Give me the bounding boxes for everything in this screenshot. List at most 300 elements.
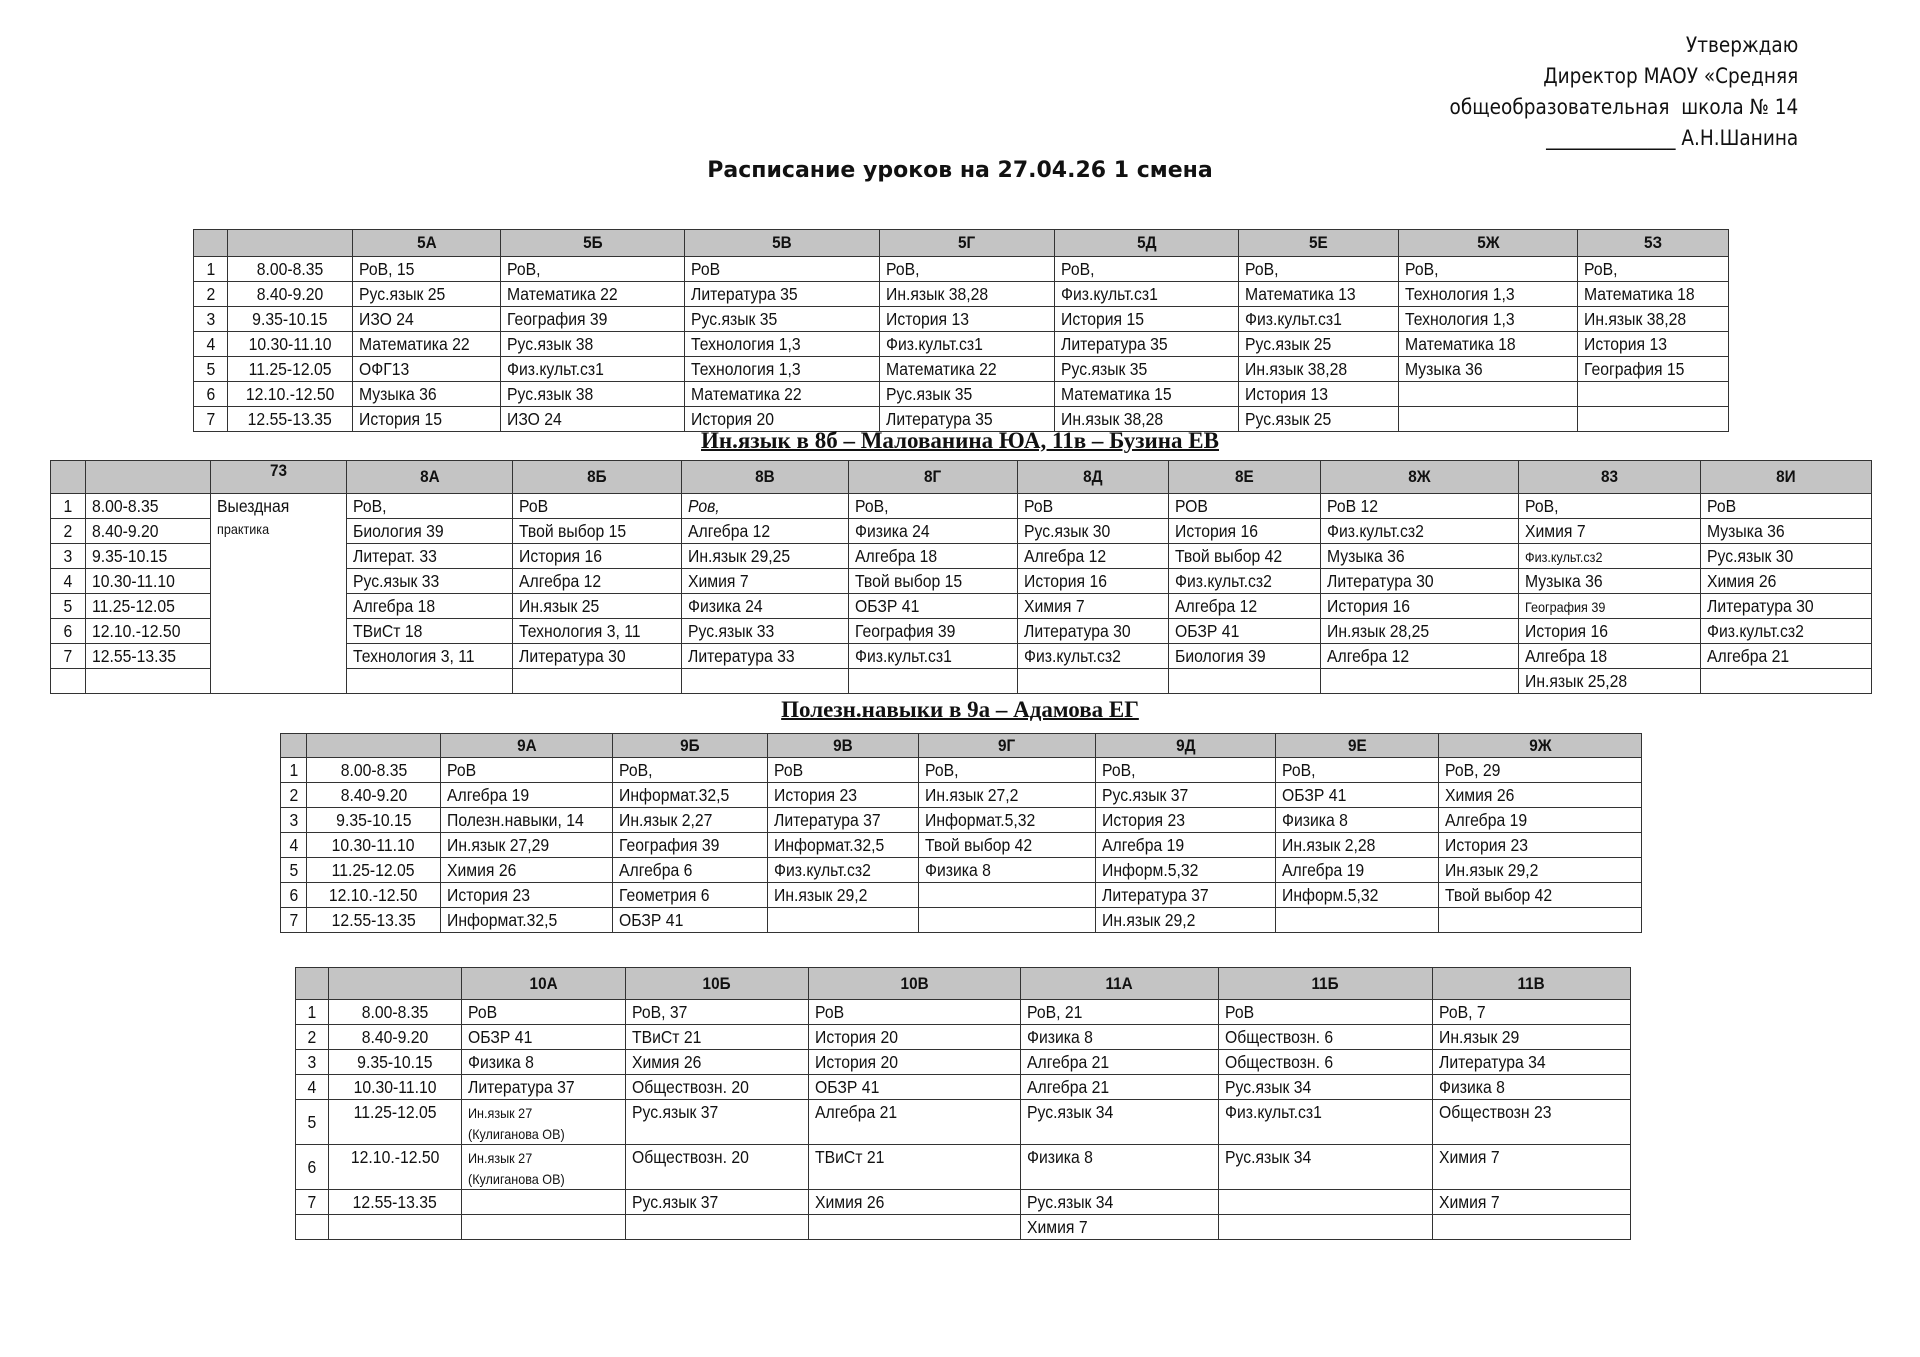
lesson-cell xyxy=(880,357,1055,382)
lesson-cell xyxy=(682,619,849,644)
class-header xyxy=(501,230,685,257)
lesson-cell xyxy=(919,883,1096,908)
lesson-subject: Рус.язык 34 xyxy=(1027,1102,1114,1122)
lesson-cell xyxy=(1399,307,1578,332)
class-header xyxy=(685,230,880,257)
lesson-cell xyxy=(1239,357,1399,382)
table-row xyxy=(281,808,1642,833)
class-header xyxy=(1055,230,1239,257)
lesson-subject: Рус.язык 35 xyxy=(1061,358,1148,379)
lesson-cell xyxy=(1239,332,1399,357)
lesson-time-cell xyxy=(307,783,441,808)
lesson-subject: ТВиСт 21 xyxy=(815,1147,885,1167)
table-row xyxy=(296,1215,1631,1240)
lesson-cell xyxy=(1321,619,1519,644)
lesson-cell xyxy=(1519,544,1701,569)
lesson-cell xyxy=(441,833,613,858)
lesson-cell xyxy=(1018,569,1169,594)
lesson-subject: Технология 1,3 xyxy=(691,358,801,379)
header-row xyxy=(51,461,1872,494)
lesson-cell xyxy=(682,569,849,594)
lesson-cell xyxy=(849,519,1018,544)
lesson-subject: Ин.язык 29,2 xyxy=(1102,909,1196,930)
lesson-number: 5 xyxy=(289,859,298,880)
lesson-subject: ОБЗР 41 xyxy=(815,1076,880,1097)
lesson-subject: Рус.язык 37 xyxy=(632,1102,719,1122)
lesson-cell xyxy=(1433,1050,1631,1075)
lesson-subject: Химия 26 xyxy=(815,1191,885,1212)
lesson-cell xyxy=(1169,569,1321,594)
class-name: 9А xyxy=(516,735,537,755)
lesson-cell xyxy=(768,758,919,783)
lesson-subject: История 15 xyxy=(359,408,442,429)
lesson-time-cell xyxy=(228,382,353,407)
lesson-subject: Рус.язык 35 xyxy=(691,308,778,329)
lesson-subject: Рус.язык 35 xyxy=(886,383,973,404)
lesson-number: 4 xyxy=(307,1076,317,1097)
table-row xyxy=(281,908,1642,933)
lesson-cell xyxy=(768,808,919,833)
lesson-time-cell xyxy=(86,594,211,619)
lesson-cell xyxy=(1018,544,1169,569)
lesson-cell xyxy=(613,883,768,908)
lesson-cell xyxy=(353,307,501,332)
lesson-subject: География 39 xyxy=(1525,598,1606,615)
lesson-subject: Литература 30 xyxy=(1707,595,1814,616)
lesson-cell xyxy=(441,758,613,783)
lesson-number-cell xyxy=(194,307,228,332)
lesson-subject: Физика 8 xyxy=(925,859,991,880)
lesson-subject: Обществозн. 6 xyxy=(1225,1051,1334,1072)
lesson-cell xyxy=(809,1215,1021,1240)
lesson-subject: Математика 13 xyxy=(1245,283,1356,304)
lesson-subject: Алгебра 21 xyxy=(815,1102,898,1122)
lesson-cell xyxy=(1055,357,1239,382)
table-row xyxy=(296,1190,1631,1215)
class-header xyxy=(849,461,1018,494)
lesson-cell xyxy=(1276,783,1439,808)
lesson-cell xyxy=(462,1075,626,1100)
lesson-cell xyxy=(1701,519,1872,544)
lesson-cell xyxy=(1519,669,1701,694)
lesson-number: 3 xyxy=(307,1051,317,1072)
lesson-subject: История 13 xyxy=(1245,383,1328,404)
lesson-time-cell xyxy=(307,808,441,833)
lesson-subject: РоВ xyxy=(815,1001,845,1022)
lesson-time-cell xyxy=(86,494,211,519)
lesson-cell xyxy=(626,1000,809,1025)
class73-note-cell xyxy=(211,494,347,694)
lesson-subject: РоВ, xyxy=(1405,258,1439,279)
lesson-subject: История 20 xyxy=(691,408,774,429)
lesson-cell xyxy=(347,494,513,519)
lesson-cell xyxy=(1519,519,1701,544)
lesson-time-cell xyxy=(86,644,211,669)
lesson-subject: Ин.язык 29,25 xyxy=(688,545,791,566)
lesson-time-cell xyxy=(307,833,441,858)
lesson-cell xyxy=(880,332,1055,357)
class-header xyxy=(347,461,513,494)
lesson-cell xyxy=(1219,1000,1433,1025)
lesson-subject: Технология 3, 11 xyxy=(353,645,475,666)
class-header xyxy=(513,461,682,494)
lesson-cell xyxy=(849,619,1018,644)
lesson-subject: Музыка 36 xyxy=(1707,520,1785,541)
lesson-cell xyxy=(1701,644,1872,669)
header-num-cell xyxy=(51,461,86,494)
class-name: 8Е xyxy=(1235,467,1254,486)
lesson-cell xyxy=(347,619,513,644)
lesson-cell xyxy=(1021,1000,1219,1025)
lesson-time: 12.10.-12.50 xyxy=(245,383,335,404)
lesson-cell xyxy=(1239,307,1399,332)
lesson-subject: РоВ xyxy=(691,258,721,279)
lesson-subject: ОБЗР 41 xyxy=(1282,784,1347,805)
class-name: 11В xyxy=(1517,973,1546,993)
lesson-subject: Полезн.навыки, 14 xyxy=(447,809,584,830)
lesson-subject: Физика 8 xyxy=(1439,1076,1505,1097)
lesson-subject: Физика 24 xyxy=(855,520,930,541)
lesson-cell xyxy=(513,544,682,569)
lesson-cell xyxy=(1018,644,1169,669)
lesson-subject: Алгебра 12 xyxy=(519,570,602,591)
caption-grade8-note: Ин.язык в 8б – Малованина ЮА, 11в – Бузина ЕВ xyxy=(701,428,1219,453)
lesson-number: 6 xyxy=(63,620,73,641)
lesson-time-cell xyxy=(329,1145,462,1190)
lesson-time-cell xyxy=(228,332,353,357)
class-header xyxy=(682,461,849,494)
lesson-subject: РОВ xyxy=(1175,495,1208,516)
lesson-time: 8.00-8.35 xyxy=(340,759,407,780)
lesson-cell xyxy=(1021,1075,1219,1100)
lesson-cell xyxy=(1439,783,1642,808)
lesson-cell xyxy=(501,282,685,307)
lesson-time-cell xyxy=(307,908,441,933)
class-name: 9Г xyxy=(998,735,1016,755)
lesson-subject: Физ.культ.сз1 xyxy=(1061,283,1158,304)
lesson-subject: Рус.язык 37 xyxy=(1102,784,1189,805)
lesson-subject: История 15 xyxy=(1061,308,1144,329)
lesson-subject: Алгебра 18 xyxy=(353,595,436,616)
lesson-number: 6 xyxy=(307,1156,317,1177)
lesson-number-cell xyxy=(281,858,307,883)
lesson-cell xyxy=(353,357,501,382)
lesson-subject: Ин.язык 29,2 xyxy=(774,884,868,905)
table-row xyxy=(194,357,1729,382)
lesson-time-cell xyxy=(329,1075,462,1100)
lesson-subject: Алгебра 12 xyxy=(688,520,771,541)
lesson-cell xyxy=(1018,669,1169,694)
caption-grade9-note: Полезн.навыки в 9а – Адамова ЕГ xyxy=(781,697,1139,722)
table-row xyxy=(194,257,1729,282)
lesson-subject: Музыка 36 xyxy=(1405,358,1483,379)
class-name: 5Д xyxy=(1136,233,1157,252)
lesson-cell xyxy=(1433,1145,1631,1190)
class-name: 10В xyxy=(900,973,929,993)
lesson-cell xyxy=(613,808,768,833)
lesson-subject: РоВ xyxy=(1707,495,1737,516)
class-header xyxy=(1321,461,1519,494)
lesson-cell xyxy=(1578,382,1729,407)
lesson-subject: Химия 26 xyxy=(1445,784,1515,805)
lesson-subject: География 39 xyxy=(507,308,608,329)
class-header xyxy=(1021,968,1219,1000)
lesson-cell xyxy=(1219,1075,1433,1100)
lesson-cell xyxy=(1276,858,1439,883)
lesson-subject: Твой выбор 42 xyxy=(925,834,1033,855)
lesson-cell xyxy=(613,908,768,933)
class-name: 11Б xyxy=(1311,973,1340,993)
lesson-cell xyxy=(919,758,1096,783)
lesson-time: 10.30-11.10 xyxy=(248,333,332,354)
lesson-subject: Физика 8 xyxy=(468,1051,534,1072)
lesson-subject: География 39 xyxy=(619,834,720,855)
lesson-number: 1 xyxy=(289,759,298,780)
lesson-number: 7 xyxy=(289,909,298,930)
lesson-cell xyxy=(1219,1145,1433,1190)
lesson-subject: Физ.культ.сз1 xyxy=(886,333,983,354)
lesson-number-cell xyxy=(296,1145,329,1190)
lesson-number: 2 xyxy=(289,784,298,805)
lesson-cell xyxy=(347,519,513,544)
lesson-cell xyxy=(768,858,919,883)
teacher-note: (Кулиганова ОВ) xyxy=(468,1171,565,1187)
lesson-subject: Твой выбор 15 xyxy=(519,520,627,541)
lesson-subject: Ин.язык 29,2 xyxy=(1445,859,1539,880)
lesson-cell xyxy=(1169,494,1321,519)
lesson-cell xyxy=(1021,1100,1219,1145)
lesson-subject: Алгебра 18 xyxy=(1525,645,1608,666)
lesson-time-cell xyxy=(329,1050,462,1075)
lesson-time: 8.40-9.20 xyxy=(340,784,407,805)
lesson-number-cell xyxy=(296,1190,329,1215)
lesson-time: 12.10.-12.50 xyxy=(92,620,181,641)
lesson-cell xyxy=(809,1145,1021,1190)
lesson-cell xyxy=(1701,494,1872,519)
lesson-time: 8.00-8.35 xyxy=(256,258,324,279)
lesson-cell xyxy=(513,519,682,544)
lesson-cell xyxy=(1096,758,1276,783)
lesson-cell xyxy=(1219,1050,1433,1075)
lesson-subject: Химия 7 xyxy=(1027,1216,1088,1237)
lesson-cell xyxy=(685,357,880,382)
table-row xyxy=(281,758,1642,783)
lesson-subject: РоВ, 29 xyxy=(1445,759,1501,780)
class-header xyxy=(1439,734,1642,758)
lesson-subject: Обществозн 23 xyxy=(1439,1102,1552,1122)
approval-line-signature: ______________ А.Н.Шанина xyxy=(1545,126,1798,150)
lesson-subject: Алгебра 19 xyxy=(1282,859,1365,880)
lesson-subject: Музыка 36 xyxy=(359,383,437,404)
lesson-cell xyxy=(626,1190,809,1215)
class-name: 5А xyxy=(416,233,437,252)
lesson-subject: Литература 35 xyxy=(1061,333,1168,354)
lesson-cell xyxy=(441,883,613,908)
lesson-subject: Физ.культ.сз1 xyxy=(507,358,604,379)
table-row xyxy=(296,1050,1631,1075)
lesson-subject: Информат.32,5 xyxy=(774,834,885,855)
schedule-table-grade10-11 xyxy=(295,967,1631,1240)
lesson-cell xyxy=(462,1000,626,1025)
schedule-table-grade9 xyxy=(280,733,1642,933)
lesson-cell xyxy=(626,1025,809,1050)
lesson-subject: ОБЗР 41 xyxy=(855,595,920,616)
lesson-cell xyxy=(347,569,513,594)
lesson-subject: Физ.культ.сз1 xyxy=(1225,1102,1322,1122)
class-name: 5З xyxy=(1643,233,1663,252)
lesson-cell xyxy=(353,257,501,282)
lesson-subject: Литература 33 xyxy=(688,645,795,666)
lesson-subject: ТВиСт 21 xyxy=(632,1026,702,1047)
lesson-number-cell xyxy=(296,1075,329,1100)
approval-block xyxy=(1449,30,1798,154)
lesson-cell xyxy=(1439,808,1642,833)
lesson-time-cell xyxy=(86,619,211,644)
lesson-subject: Физика 8 xyxy=(1282,809,1348,830)
lesson-subject: Технология 1,3 xyxy=(1405,283,1515,304)
page-title: Расписание уроков на 27.04.26 1 смена xyxy=(707,158,1213,183)
lesson-subject: РоВ, xyxy=(1102,759,1136,780)
lesson-number-cell xyxy=(281,758,307,783)
lesson-cell xyxy=(809,1190,1021,1215)
lesson-cell xyxy=(849,494,1018,519)
lesson-subject: Химия 7 xyxy=(1525,520,1586,541)
lesson-number-cell xyxy=(281,883,307,908)
lesson-subject: Рус.язык 38 xyxy=(507,383,594,404)
class-header xyxy=(1701,461,1872,494)
lesson-subject: Физ.культ.сз2 xyxy=(1327,520,1424,541)
teacher-note: (Кулиганова ОВ) xyxy=(468,1126,565,1142)
lesson-subject: РоВ, 15 xyxy=(359,258,415,279)
lesson-cell xyxy=(1519,644,1701,669)
header-row xyxy=(296,968,1631,1000)
lesson-subject: Литература 37 xyxy=(468,1076,575,1097)
lesson-number: 3 xyxy=(289,809,298,830)
lesson-time: 9.35-10.15 xyxy=(335,809,412,830)
lesson-subject: Ин.язык 27,2 xyxy=(925,784,1019,805)
lesson-subject: Физ.культ.сз2 xyxy=(774,859,871,880)
lesson-cell xyxy=(1096,908,1276,933)
lesson-subject: Физ.культ.сз2 xyxy=(1525,548,1603,565)
lesson-cell xyxy=(768,783,919,808)
lesson-number: 6 xyxy=(206,383,215,404)
table-row xyxy=(51,494,1872,519)
lesson-subject: Ин.язык 29 xyxy=(1439,1026,1520,1047)
lesson-subject: Химия 26 xyxy=(447,859,517,880)
lesson-cell xyxy=(1701,669,1872,694)
lesson-subject: Физика 24 xyxy=(688,595,763,616)
lesson-cell xyxy=(347,544,513,569)
lesson-subject: Биология 39 xyxy=(353,520,444,541)
lesson-subject: Химия 7 xyxy=(1439,1147,1500,1167)
lesson-subject: РоВ xyxy=(1024,495,1054,516)
class-header xyxy=(211,461,347,494)
lesson-subject: Информ.5,32 xyxy=(1282,884,1379,905)
lesson-subject: ОБЗР 41 xyxy=(1175,620,1240,641)
lesson-subject: Геометрия 6 xyxy=(619,884,710,905)
class-name: 5Ж xyxy=(1476,233,1500,252)
lesson-subject: Обществозн. 20 xyxy=(632,1147,749,1167)
header-time-cell xyxy=(228,230,353,257)
lesson-number-cell xyxy=(51,544,86,569)
lesson-subject: Алгебра 21 xyxy=(1707,645,1790,666)
lesson-subject: Алгебра 19 xyxy=(1445,809,1528,830)
lesson-subject: Твой выбор 15 xyxy=(855,570,963,591)
lesson-cell xyxy=(462,1050,626,1075)
lesson-cell xyxy=(441,858,613,883)
lesson-number-cell xyxy=(51,569,86,594)
lesson-subject: История 23 xyxy=(774,784,857,805)
lesson-subject: Твой выбор 42 xyxy=(1445,884,1553,905)
class73-note-line1: Выездная xyxy=(217,496,290,516)
lesson-subject: Литература 35 xyxy=(886,408,993,429)
lesson-subject: Физика 8 xyxy=(1027,1026,1093,1047)
lesson-time-cell xyxy=(228,282,353,307)
lesson-subject: История 23 xyxy=(1445,834,1528,855)
lesson-number-cell xyxy=(194,357,228,382)
lesson-subject: Физ.культ.сз2 xyxy=(1175,570,1272,591)
lesson-subject: Ров, xyxy=(688,495,720,516)
lesson-cell xyxy=(1021,1050,1219,1075)
lesson-cell xyxy=(1433,1215,1631,1240)
lesson-cell xyxy=(513,569,682,594)
lesson-number: 5 xyxy=(206,358,215,379)
lesson-number-cell xyxy=(194,382,228,407)
lesson-cell xyxy=(1055,332,1239,357)
class-name: 11А xyxy=(1105,973,1134,993)
lesson-number: 4 xyxy=(63,570,73,591)
lesson-subject: РоВ 12 xyxy=(1327,495,1378,516)
lesson-subject: ОБЗР 41 xyxy=(468,1026,533,1047)
lesson-subject: Алгебра 12 xyxy=(1175,595,1258,616)
class-name: 5Г xyxy=(958,233,976,252)
lesson-cell xyxy=(513,619,682,644)
lesson-time-cell xyxy=(329,1190,462,1215)
lesson-time: 10.30-11.10 xyxy=(332,834,415,855)
lesson-cell xyxy=(626,1050,809,1075)
lesson-cell xyxy=(1578,357,1729,382)
lesson-subject: ТВиСт 18 xyxy=(353,620,423,641)
lesson-number-cell xyxy=(281,833,307,858)
lesson-subject: Химия 7 xyxy=(688,570,749,591)
lesson-time-cell xyxy=(86,519,211,544)
lesson-subject: Литература 37 xyxy=(774,809,881,830)
class-header xyxy=(1399,230,1578,257)
lesson-time-cell xyxy=(329,1000,462,1025)
lesson-cell xyxy=(1399,382,1578,407)
lesson-subject: История 23 xyxy=(1102,809,1185,830)
lesson-cell xyxy=(1018,494,1169,519)
class-name: 9Д xyxy=(1175,735,1196,755)
lesson-cell xyxy=(1021,1145,1219,1190)
lesson-subject: Физ.культ.сз1 xyxy=(855,645,952,666)
lesson-subject: РоВ xyxy=(468,1001,498,1022)
lesson-subject: Ин.язык 27 xyxy=(468,1105,533,1121)
lesson-time-cell xyxy=(329,1100,462,1145)
lesson-subject: Технология 1,3 xyxy=(1405,308,1515,329)
lesson-subject: ОФГ13 xyxy=(359,358,410,379)
lesson-cell xyxy=(1321,644,1519,669)
lesson-subject: РоВ xyxy=(1225,1001,1255,1022)
lesson-cell xyxy=(849,569,1018,594)
lesson-time: 10.30-11.10 xyxy=(92,570,175,591)
lesson-number-cell xyxy=(51,619,86,644)
lesson-cell xyxy=(685,307,880,332)
lesson-cell xyxy=(1399,357,1578,382)
lesson-cell xyxy=(462,1215,626,1240)
lesson-cell xyxy=(501,332,685,357)
approval-line-approve: Утверждаю xyxy=(1685,33,1798,57)
